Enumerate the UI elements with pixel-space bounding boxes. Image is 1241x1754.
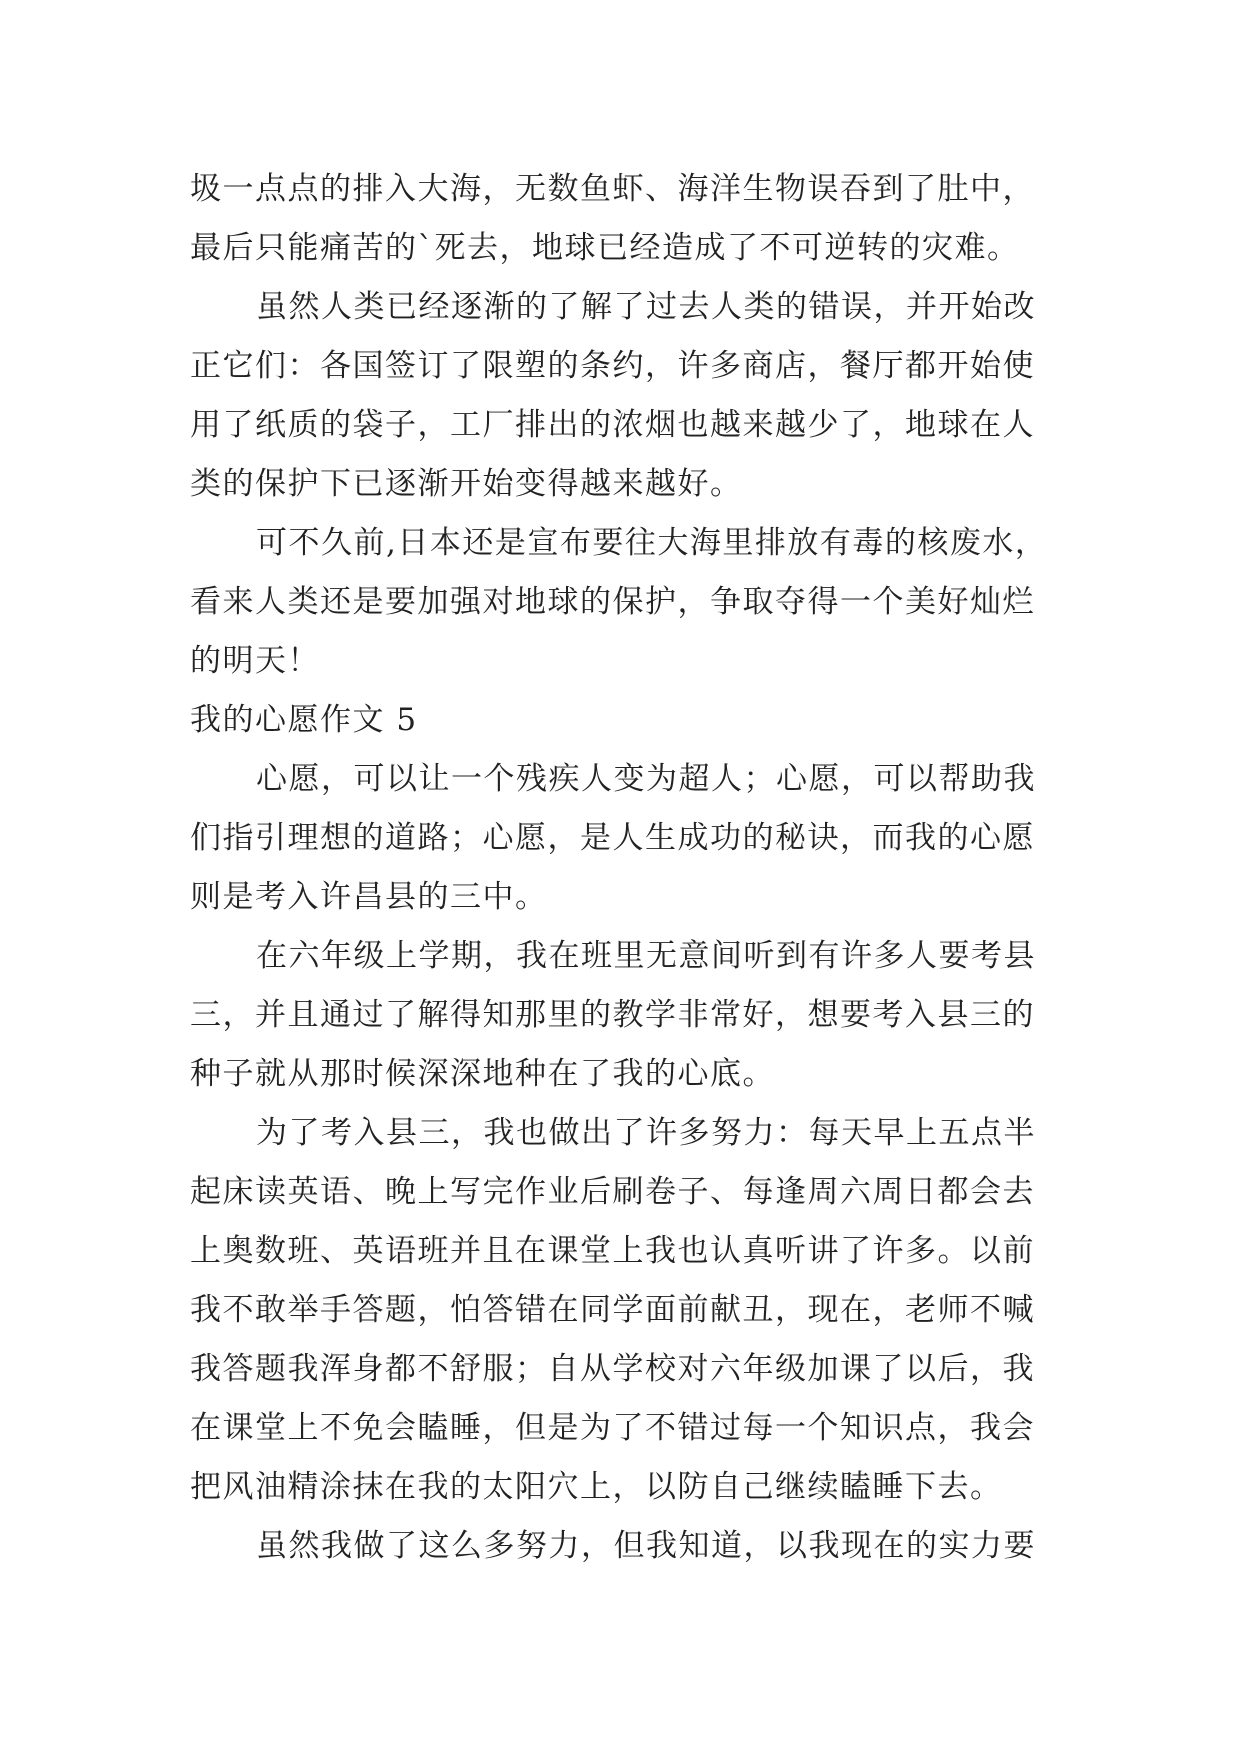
text-line: 的明天！ xyxy=(190,643,320,679)
text-line: 三，并且通过了解得知那里的教学非常好，想要考入县三的 xyxy=(190,997,1035,1033)
text-line: 起床读英语、晚上写完作业后刷卷子、每逢周六周日都会去 xyxy=(190,1174,1035,1210)
section-heading: 我的心愿作文 5 xyxy=(190,702,418,738)
text-line: 则是考入许昌县的三中。 xyxy=(190,879,548,915)
text-line: 最后只能痛苦的`死去，地球已经造成了不可逆转的灾难。 xyxy=(190,230,1020,266)
text-line: 看来人类还是要加强对地球的保护，争取夺得一个美好灿烂 xyxy=(190,584,1035,620)
text-line: 我答题我浑身都不舒服；自从学校对六年级加课了以后，我 xyxy=(190,1351,1035,1387)
text-line: 虽然人类已经逐渐的了解了过去人类的错误，并开始改 xyxy=(256,289,1036,325)
essay-text xyxy=(190,160,1070,1576)
text-line: 圾一点点的排入大海，无数鱼虾、海洋生物误吞到了肚中， xyxy=(190,171,1035,207)
text-line: 我不敢举手答题，怕答错在同学面前献丑，现在，老师不喊 xyxy=(190,1292,1035,1328)
text-line: 种子就从那时候深深地种在了我的心底。 xyxy=(190,1056,775,1092)
text-line: 们指引理想的道路；心愿，是人生成功的秘诀，而我的心愿 xyxy=(190,820,1035,856)
text-line: 上奥数班、英语班并且在课堂上我也认真听讲了许多。以前 xyxy=(190,1233,1035,1269)
text-line: 正它们：各国签订了限塑的条约，许多商店，餐厅都开始使 xyxy=(190,348,1035,384)
text-line: 用了纸质的袋子，工厂排出的浓烟也越来越少了，地球在人 xyxy=(190,407,1035,443)
text-line: 可不久前,日本还是宣布要往大海里排放有毒的核废水， xyxy=(256,525,1048,561)
text-line: 心愿，可以让一个残疾人变为超人；心愿，可以帮助我 xyxy=(256,761,1036,797)
text-line: 把风油精涂抹在我的太阳穴上，以防自己继续瞌睡下去。 xyxy=(190,1469,1003,1505)
text-line: 为了考入县三，我也做出了许多努力：每天早上五点半 xyxy=(256,1115,1036,1151)
text-line: 在六年级上学期，我在班里无意间听到有许多人要考县 xyxy=(256,938,1036,974)
text-line: 在课堂上不免会瞌睡，但是为了不错过每一个知识点，我会 xyxy=(190,1410,1035,1446)
text-line: 类的保护下已逐渐开始变得越来越好。 xyxy=(190,466,743,502)
text-line: 虽然我做了这么多努力，但我知道，以我现在的实力要 xyxy=(256,1528,1036,1564)
